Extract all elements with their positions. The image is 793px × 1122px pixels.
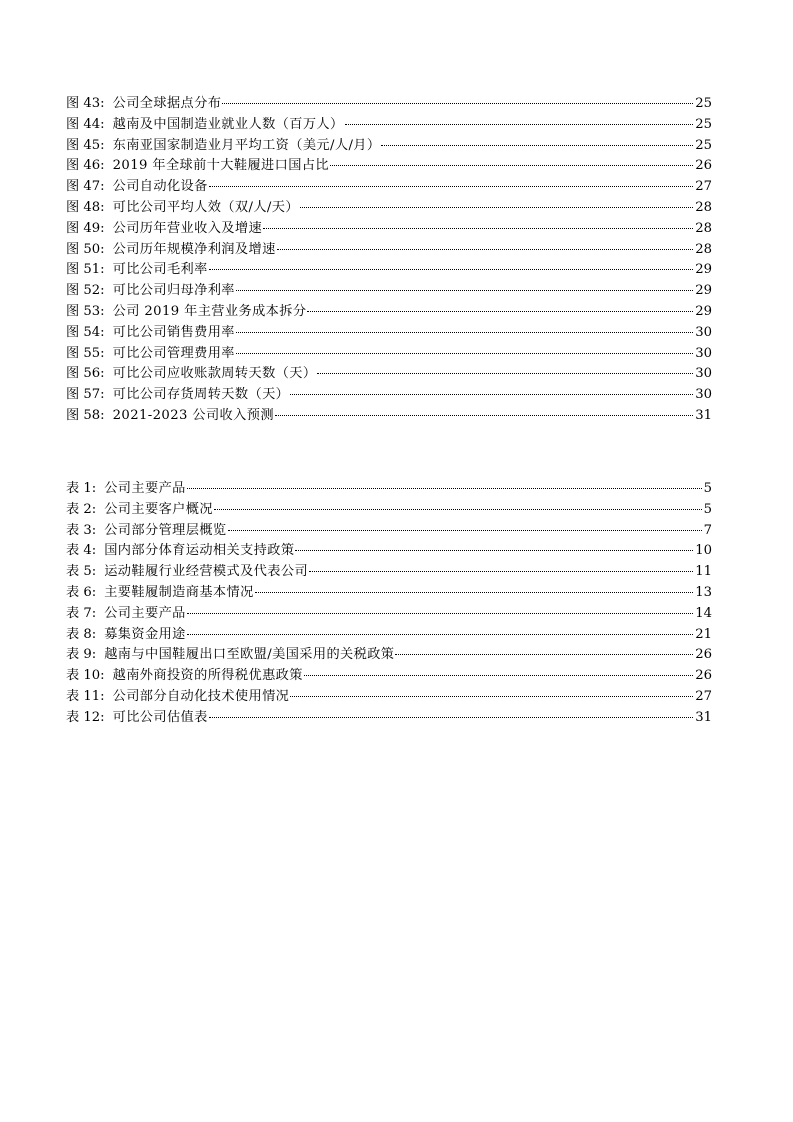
toc-entry-page-number[interactable]: 27 — [695, 688, 712, 704]
dot-leader — [275, 415, 693, 416]
figure-toc-entry[interactable] — [66, 136, 712, 157]
table-toc-entry[interactable] — [66, 666, 712, 687]
dot-leader — [236, 290, 693, 291]
toc-entry-page-number[interactable]: 11 — [695, 564, 712, 580]
toc-entry-title[interactable]: 可比公司销售费用率 — [112, 324, 235, 340]
figure-toc-entry[interactable] — [66, 385, 712, 406]
toc-entry-page-number[interactable]: 29 — [695, 283, 712, 299]
toc-entry-page-number[interactable]: 26 — [695, 668, 712, 684]
toc-entry-label: 图 45: — [66, 137, 105, 153]
figure-toc-entry[interactable] — [66, 364, 712, 385]
toc-entry-page-number[interactable]: 26 — [695, 158, 712, 174]
toc-entry-label: 表 10: — [66, 668, 105, 684]
dot-leader — [222, 103, 693, 104]
toc-entry-label: 图 56: — [66, 366, 105, 382]
dot-leader — [290, 394, 693, 395]
toc-entry-page-number[interactable]: 29 — [695, 262, 712, 278]
toc-entry-page-number[interactable]: 10 — [695, 543, 712, 559]
dot-leader — [209, 717, 693, 718]
dot-leader — [317, 373, 693, 374]
toc-entry-page-number[interactable]: 28 — [695, 199, 712, 215]
dot-leader — [187, 613, 693, 614]
toc-entry-label: 图 44: — [66, 116, 105, 132]
dot-leader — [209, 186, 693, 187]
toc-entry-title[interactable]: 主要鞋履制造商基本情况 — [104, 584, 254, 600]
toc-entry-page-number[interactable]: 25 — [695, 137, 712, 153]
toc-entry-page-number[interactable]: 30 — [695, 366, 712, 382]
toc-entry-label: 图 58: — [66, 407, 105, 423]
toc-entry-label: 表 3: — [66, 522, 97, 538]
toc-entry-page-number[interactable]: 25 — [695, 96, 712, 111]
toc-entry-title[interactable]: 公司主要产品 — [104, 481, 186, 496]
toc-entry-title[interactable]: 可比公司应收账款周转天数（天） — [112, 366, 317, 382]
toc-entry-label: 表 9: — [66, 647, 97, 663]
dot-leader — [290, 696, 693, 697]
dot-leader — [300, 207, 693, 208]
toc-entry-label: 图 54: — [66, 324, 105, 340]
table-toc-entry[interactable] — [66, 562, 712, 583]
toc-entry-title[interactable]: 公司主要产品 — [104, 605, 186, 621]
toc-entry-label: 表 7: — [66, 605, 97, 621]
toc-entry-label: 图 57: — [66, 387, 105, 403]
dot-leader — [277, 249, 694, 250]
dot-leader — [214, 509, 702, 510]
toc-entry-label: 图 50: — [66, 241, 105, 257]
toc-entry-label: 表 12: — [66, 709, 105, 725]
toc-entry-page-number[interactable]: 14 — [695, 605, 712, 621]
toc-entry-title[interactable]: 越南与中国鞋履出口至欧盟/美国采用的关税政策 — [104, 647, 395, 663]
table-toc-entry[interactable] — [66, 687, 712, 708]
toc-entry-title[interactable]: 公司历年规模净利润及增速 — [112, 241, 276, 257]
figure-toc-entry[interactable] — [66, 344, 712, 365]
toc-entry-title[interactable]: 国内部分体育运动相关支持政策 — [104, 543, 295, 559]
toc-entry-page-number[interactable]: 5 — [703, 501, 712, 517]
toc-entry-label: 表 8: — [66, 626, 97, 642]
dot-leader — [330, 165, 693, 166]
dot-leader — [295, 550, 693, 551]
table-toc-entry[interactable] — [66, 500, 712, 521]
toc-entry-page-number[interactable]: 31 — [695, 709, 712, 725]
dot-leader — [209, 269, 693, 270]
toc-entry-page-number[interactable]: 30 — [695, 324, 712, 340]
figure-toc-entry[interactable] — [66, 115, 712, 136]
toc-entry-label: 表 5: — [66, 564, 97, 580]
figure-toc-entry[interactable] — [66, 240, 712, 261]
table-toc-entry[interactable] — [66, 583, 712, 604]
toc-entry-title[interactable]: 东南亚国家制造业月平均工资（美元/人/月） — [112, 137, 381, 153]
toc-entry-label: 图 55: — [66, 345, 105, 361]
toc-entry-title[interactable]: 可比公司毛利率 — [112, 262, 208, 278]
toc-entry-label: 图 53: — [66, 303, 105, 319]
figure-toc-entry[interactable] — [66, 323, 712, 344]
toc-entry-title[interactable]: 2019 年全球前十大鞋履进口国占比 — [112, 158, 329, 174]
toc-entry-label: 表 6: — [66, 584, 97, 600]
toc-entry-label: 表 4: — [66, 543, 97, 559]
dot-leader — [304, 675, 693, 676]
figure-toc-entry[interactable] — [66, 177, 712, 198]
dot-leader — [228, 530, 702, 531]
toc-entry-page-number[interactable]: 25 — [695, 116, 712, 132]
figure-toc-entry[interactable] — [66, 260, 712, 281]
toc-entry-title[interactable]: 公司部分自动化技术使用情况 — [112, 688, 290, 704]
table-toc-entry[interactable] — [66, 645, 712, 666]
toc-entry-title[interactable]: 公司自动化设备 — [112, 179, 208, 195]
toc-entry-page-number[interactable]: 31 — [695, 407, 712, 423]
toc-entry-page-number[interactable]: 28 — [695, 241, 712, 257]
toc-entry-label: 图 52: — [66, 283, 105, 299]
toc-entry-label: 图 47: — [66, 179, 105, 195]
toc-entry-page-number[interactable]: 30 — [695, 387, 712, 403]
toc-entry-page-number[interactable]: 27 — [695, 179, 712, 195]
table-toc-entry[interactable] — [66, 521, 712, 542]
table-toc-entry[interactable] — [66, 625, 712, 646]
toc-entry-label: 图 46: — [66, 158, 105, 174]
toc-entry-page-number[interactable]: 29 — [695, 303, 712, 319]
toc-entry-title[interactable]: 2021-2023 公司收入预测 — [112, 407, 274, 423]
toc-entry-title[interactable]: 募集资金用途 — [104, 626, 186, 642]
table-toc-entry[interactable] — [66, 479, 712, 500]
toc-entry-label: 表 1: — [66, 481, 97, 496]
toc-entry-page-number[interactable]: 28 — [695, 220, 712, 236]
toc-entry-label: 图 43: — [66, 96, 105, 111]
toc-entry-title[interactable]: 公司主要客户概况 — [104, 501, 213, 517]
figure-toc-entry[interactable] — [66, 281, 712, 302]
dot-leader — [187, 488, 702, 489]
dot-leader — [307, 311, 693, 312]
toc-entry-label: 图 51: — [66, 262, 105, 278]
toc-entry-page-number[interactable]: 21 — [695, 626, 712, 642]
figure-toc-entry[interactable] — [66, 219, 712, 240]
table-toc-entry[interactable] — [66, 604, 712, 625]
dot-leader — [236, 353, 693, 354]
figure-toc-entry[interactable] — [66, 156, 712, 177]
figure-toc-entry[interactable] — [66, 302, 712, 323]
toc-entry-page-number[interactable]: 7 — [703, 522, 712, 538]
figure-toc-entry[interactable] — [66, 198, 712, 219]
figure-toc-entry[interactable] — [66, 406, 712, 427]
toc-entry-title[interactable]: 可比公司管理费用率 — [112, 345, 235, 361]
toc-entry-title[interactable]: 运动鞋履行业经营模式及代表公司 — [104, 564, 309, 580]
toc-entry-title[interactable]: 可比公司存货周转天数（天） — [112, 387, 290, 403]
dot-leader — [345, 124, 694, 125]
figure-list — [66, 94, 712, 427]
toc-entry-label: 图 48: — [66, 199, 105, 215]
toc-entry-title[interactable]: 公司历年营业收入及增速 — [112, 220, 263, 236]
toc-entry-title[interactable]: 越南及中国制造业就业人数（百万人） — [112, 116, 344, 132]
toc-entry-title[interactable]: 可比公司归母净利率 — [112, 283, 235, 299]
dot-leader — [236, 332, 693, 333]
dot-leader — [255, 592, 694, 593]
toc-entry-label: 图 49: — [66, 220, 105, 236]
toc-entry-title[interactable]: 公司部分管理层概览 — [104, 522, 227, 538]
toc-entry-title[interactable]: 可比公司平均人效（双/人/天） — [112, 199, 299, 215]
toc-entry-page-number[interactable]: 13 — [695, 584, 712, 600]
toc-entry-page-number[interactable]: 5 — [703, 481, 712, 496]
dot-leader — [395, 654, 693, 655]
toc-entry-title[interactable]: 公司 2019 年主营业务成本拆分 — [112, 303, 307, 319]
dot-leader — [309, 571, 693, 572]
dot-leader — [263, 228, 693, 229]
figure-toc-entry[interactable] — [66, 94, 712, 115]
toc-entry-label: 表 11: — [66, 688, 105, 704]
toc-entry-title[interactable]: 公司全球据点分布 — [112, 96, 222, 111]
table-toc-entry[interactable] — [66, 708, 712, 729]
table-list — [66, 479, 712, 729]
table-toc-entry[interactable] — [66, 541, 712, 562]
dot-leader — [187, 634, 693, 635]
toc-entry-label: 表 2: — [66, 501, 97, 517]
toc-entry-page-number[interactable]: 30 — [695, 345, 712, 361]
dot-leader — [381, 145, 693, 146]
toc-entry-title[interactable]: 可比公司估值表 — [112, 709, 208, 725]
toc-entry-page-number[interactable]: 26 — [695, 647, 712, 663]
toc-entry-title[interactable]: 越南外商投资的所得税优惠政策 — [112, 668, 303, 684]
